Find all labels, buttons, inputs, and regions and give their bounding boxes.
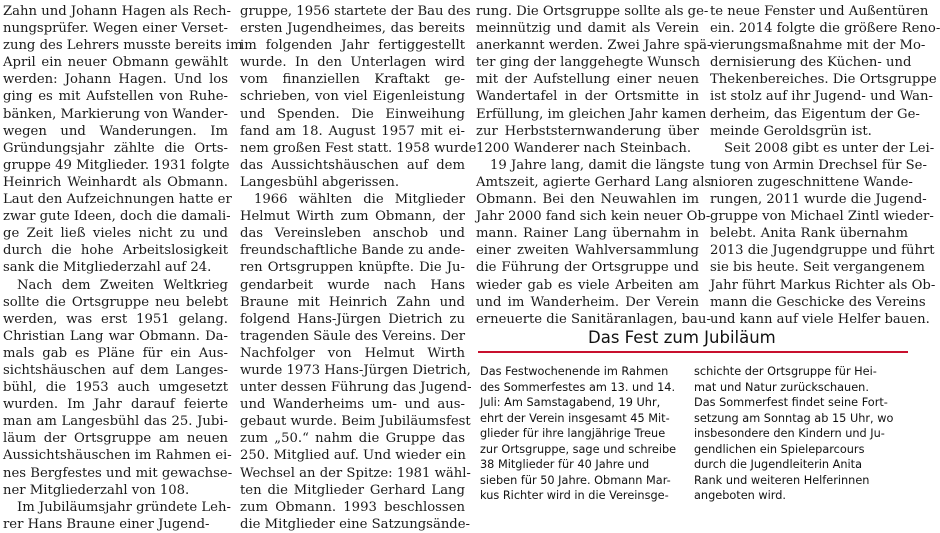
box-text-line: ehrt der Verein insgesamt 45 Mit- (480, 411, 670, 425)
box-text-line: sieben für 50 Jahre. Obmann Mar- (480, 473, 671, 487)
text-line: ein. 2014 folgte die größere Reno- (710, 21, 940, 37)
article-column-2 (240, 3, 477, 533)
text-line: freundschaftliche Bande zu ande- (240, 243, 465, 259)
text-line: folgend Hans-Jürgen Dietrich zu (240, 311, 465, 327)
box-text-line: gendlichen ein Spieleparcours (694, 442, 865, 456)
text-line: läum der Ortsgruppe am neuen (3, 431, 228, 447)
text-line: derheim, das Eigentum der Ge- (710, 106, 920, 122)
text-line: mals gab es Pläne für ein Aus- (3, 345, 228, 361)
text-line: rung. Die Ortsgruppe sollte als ge- (476, 4, 709, 19)
text-line: zur Herbststernwanderung über (476, 123, 699, 139)
text-line: Wandertafel in der Ortsmitte in (476, 89, 699, 105)
text-line: vierungsmaßnahme mit der Mo- (710, 38, 926, 54)
text-line: tragenden Säule des Vereins. Der (240, 328, 465, 344)
box-text-line: des Sommerfestes am 13. und 14. (480, 380, 676, 394)
text-line: mann die Geschicke des Vereins (710, 294, 926, 310)
text-line: zung des Lehrers musste bereits im (3, 38, 243, 54)
paragraph (710, 140, 936, 328)
text-line: dernisierung des Küchen- und (710, 55, 912, 71)
text-line: und im Wanderheim. Der Verein (476, 294, 699, 310)
box-text-line: setzung am Sonntag ab 15 Uhr, wo (694, 411, 894, 425)
text-line: ner Mitgliederzahl von 108. (3, 482, 190, 498)
text-line: Laut den Aufzeichnungen hatte er (3, 192, 232, 208)
text-line: und kann auf viele Helfer bauen. (710, 311, 930, 327)
text-line: mann. Rainer Lang übernahm in (476, 226, 699, 242)
box-text-line: Das Festwochenende im Rahmen (480, 365, 669, 378)
text-line: und Wanderheims um- und aus- (240, 397, 465, 413)
text-line: und Spenden. Die Einweihung (240, 106, 465, 122)
text-line: Wechsel an der Spitze: 1981 wähl- (240, 465, 471, 481)
box-text-line: Rank und weiteren Helferinnen (694, 473, 870, 487)
text-line: Zahn und Johann Hagen als Rech- (3, 4, 231, 19)
text-line: wurde. In den Unterlagen wird (240, 55, 465, 71)
text-line: Braune mit Heinrich Zahn und (240, 294, 465, 310)
box-text-line: durch die Jugendleiterin Anita (694, 458, 863, 471)
paragraph (240, 3, 477, 191)
text-line: wieder gab es viele Arbeiten am (476, 277, 699, 293)
text-line: Gründungsjahr zählte die Orts- (3, 140, 228, 156)
paragraph (3, 3, 243, 277)
text-line: ist stolz auf ihr Jugend- und Wan- (710, 89, 933, 105)
text-line: nioren zugeschnittene Wande- (710, 174, 913, 190)
text-line: vom finanziellen Kraftakt ge- (240, 72, 465, 88)
text-line: 1966 wählten die Mitglieder (254, 192, 465, 208)
text-line: fand am 18. August 1957 mit ei- (240, 123, 465, 139)
text-line: nem großen Fest statt. 1958 wurde (240, 140, 477, 156)
box-text-line: 38 Mitglieder für 40 Jahre und (480, 458, 650, 471)
box-column-1 (480, 364, 688, 504)
text-line: nungsprüfer. Wegen einer Verset- (3, 21, 228, 37)
text-line: Aussichtshäuschen im Rahmen ei- (3, 448, 232, 464)
text-line: erneuerte die Sanitäranlagen, bau- (476, 311, 711, 327)
text-line: anerkannt werden. Zwei Jahre spä- (476, 38, 712, 54)
box-heading: Das Fest zum Jubiläum (588, 328, 776, 347)
text-line: Erfüllung, im gleichen Jahr kamen (476, 106, 707, 122)
text-line: einer zweiten Wahlversammlung (476, 243, 699, 259)
text-line: gebaut wurde. Beim Jubiläumsfest (240, 414, 471, 430)
text-line: im folgenden Jahr fertiggestellt (240, 38, 465, 54)
text-line: Heinrich Weinhardt als Obmann. (3, 174, 228, 190)
text-line: die Mitglieder eine Satzungsände- (240, 516, 471, 532)
text-line: te neue Fenster und Außentüren (710, 4, 929, 19)
text-line: sichtshäuschen auf dem Langes- (3, 362, 228, 378)
text-line: ging es mit Aufstellen von Ruhe- (3, 89, 228, 105)
text-line: sie bis heute. Seit vergangenem (710, 260, 925, 276)
text-line: die Führung der Ortsgruppe und (476, 260, 699, 276)
text-line: Nachfolger von Helmut Wirth (240, 345, 465, 361)
text-line: Amtszeit, agierte Gerhard Lang als (476, 174, 712, 190)
paragraph (710, 3, 940, 140)
text-line: April ein neuer Obmann gewählt (3, 55, 228, 71)
paragraph (476, 3, 712, 157)
paragraph (240, 191, 472, 533)
text-line: sollte die Ortsgruppe neu belebt (3, 294, 228, 310)
text-line: sank die Mitgliederzahl auf 24. (3, 260, 212, 276)
text-line: ter ging der langgehegte Wunsch (476, 55, 701, 71)
text-line: Seit 2008 gibt es unter der Lei- (724, 140, 935, 156)
text-line: schrieben, von viel Eigenleistung (240, 89, 465, 105)
box-divider (478, 351, 908, 353)
text-line: mit der Aufstellung einer neuen (476, 72, 699, 88)
text-line: Langesbühl abgerissen. (240, 174, 400, 190)
text-line: wegen und Wanderungen. Im (3, 123, 228, 139)
text-line: 250. Mitglied auf. Und wieder ein (240, 448, 466, 464)
box-text-line: angeboten wird. (694, 489, 787, 502)
text-line: ten die Mitglieder Gerhard Lang (240, 482, 465, 498)
box-text-line: zur Ortsgruppe, sage und schreibe (480, 442, 677, 456)
text-line: rer Hans Braune einer Jugend- (3, 516, 210, 532)
text-line: gruppe, 1956 startete der Bau des (240, 4, 471, 19)
text-line: belebt. Anita Rank übernahm (710, 226, 908, 242)
text-line: zum Obmann. 1993 beschlossen (240, 499, 465, 515)
box-text-line: insbesondere den Kindern und Ju- (694, 427, 885, 440)
text-line: das Aussichtshäuschen auf dem (240, 157, 465, 173)
box-text-line: glieder für ihre langjährige Treue (480, 427, 666, 440)
text-line: Nach dem Zweiten Weltkrieg (17, 277, 228, 293)
paragraph (476, 157, 712, 328)
article-column-3 (476, 3, 712, 328)
text-line: bänken, Markierung von Wander- (3, 106, 228, 122)
text-line: ersten Jugendheimes, das bereits (240, 21, 465, 37)
paragraph (3, 277, 233, 499)
article-column-1 (3, 3, 243, 533)
text-line: wurden. Im Jahr darauf feierte (3, 397, 228, 413)
box-text-line: Juli: Am Samstagabend, 19 Uhr, (480, 396, 661, 409)
box-text-line: Das Sommerfest findet seine Fort- (694, 396, 888, 409)
text-line: 1200 Wanderer nach Steinbach. (476, 140, 692, 156)
text-line: Obmann. Bei den Neuwahlen im (476, 192, 699, 208)
text-line: werden, was erst 1951 gelang. (3, 311, 228, 327)
text-line: nes Bergfestes und mit gewachse- (3, 465, 233, 481)
text-line: rungen, 2011 wurde die Jugend- (710, 192, 927, 208)
text-line: meinnützig und damit als Verein (476, 21, 699, 37)
text-line: man am Langesbühl das 25. Jubi- (3, 414, 228, 430)
text-line: Thekenbereiches. Die Ortsgruppe (710, 72, 937, 88)
text-line: Christian Lang war Obmann. Da- (3, 328, 228, 344)
text-line: zum „50.“ nahm die Gruppe das (240, 431, 465, 447)
text-line: das Vereinsleben anschob und (240, 226, 465, 242)
text-line: meinde Geroldsgrün ist. (710, 123, 872, 139)
text-line: gendarbeit wurde nach Hans (240, 277, 465, 293)
text-line: ge Zeit ließ vieles nicht zu und (3, 226, 228, 242)
text-line: Jahr führt Markus Richter als Ob- (710, 277, 936, 293)
text-line: gruppe von Michael Zintl wieder- (710, 209, 934, 225)
text-line: gruppe 49 Mitglieder. 1931 folgte (3, 157, 230, 173)
text-line: durch die hohe Arbeitslosigkeit (3, 243, 228, 259)
box-text-line: kus Richter wird in die Vereinsge- (480, 489, 669, 502)
text-line: Helmut Wirth zum Obmann, der (240, 209, 465, 225)
text-line: 19 Jahre lang, damit die längste (490, 157, 705, 173)
text-line: unter dessen Führung das Jugend- (240, 380, 472, 396)
text-line: Im Jubiläumsjahr gründete Leh- (17, 499, 231, 515)
text-line: tung von Armin Drechsel für Se- (710, 157, 927, 173)
text-line: 2013 die Jugendgruppe und führt (710, 243, 935, 259)
article-column-4 (710, 3, 940, 328)
text-line: bühl, die 1953 auch umgesetzt (3, 380, 228, 396)
text-line: zwar gute Ideen, doch die damali- (3, 209, 231, 225)
text-line: Jahr 2000 fand sich kein neuer Ob- (476, 209, 711, 225)
text-line: ren Ortsgruppen knüpfte. Die Ju- (240, 260, 465, 276)
text-line: werden: Johann Hagen. Und los (3, 72, 228, 88)
box-column-2 (694, 364, 908, 504)
box-text-line: mat und Natur zurückschauen. (694, 380, 869, 394)
paragraph (3, 499, 231, 533)
box-text-line: schichte der Ortsgruppe für Hei- (694, 365, 877, 378)
text-line: wurde 1973 Hans-Jürgen Dietrich, (240, 362, 471, 378)
